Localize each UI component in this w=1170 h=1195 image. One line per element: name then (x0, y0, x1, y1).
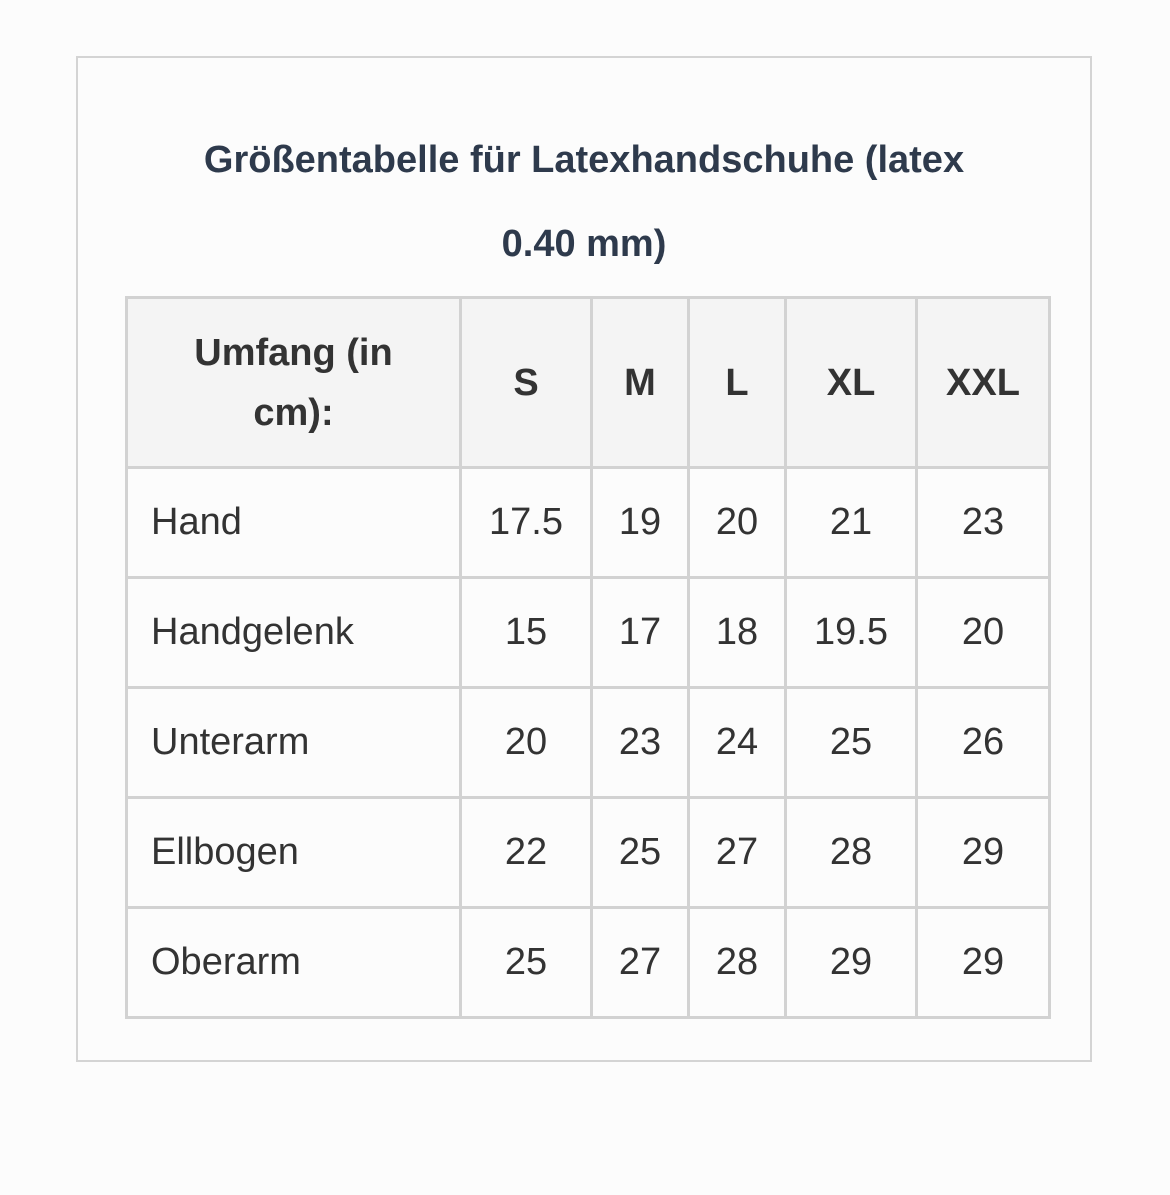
table-header-row (127, 298, 1050, 468)
row-label-ellbogen: Ellbogen (127, 798, 461, 908)
table-cell: 24 (689, 688, 786, 798)
header-umfang-line-2: cm): (253, 391, 334, 434)
table-row (127, 688, 1050, 798)
table-row (127, 908, 1050, 1018)
row-label-handgelenk: Handgelenk (127, 578, 461, 688)
table-cell: 20 (461, 688, 592, 798)
header-size-s: S (461, 298, 592, 468)
header-size-m: M (592, 298, 689, 468)
header-umfang (127, 298, 461, 468)
table-cell: 29 (917, 908, 1050, 1018)
table-cell: 27 (592, 908, 689, 1018)
table-cell: 29 (917, 798, 1050, 908)
row-label-oberarm: Oberarm (127, 908, 461, 1018)
table-cell: 22 (461, 798, 592, 908)
table-cell: 19 (592, 468, 689, 578)
table-cell: 15 (461, 578, 592, 688)
size-chart-title (78, 118, 1090, 286)
table-cell: 23 (917, 468, 1050, 578)
header-umfang-line-1: Umfang (in (194, 331, 393, 374)
table-row (127, 578, 1050, 688)
table-cell: 25 (592, 798, 689, 908)
table-cell: 20 (689, 468, 786, 578)
header-size-xxl: XXL (917, 298, 1050, 468)
table-cell: 25 (461, 908, 592, 1018)
table-cell: 25 (786, 688, 917, 798)
table-cell: 20 (917, 578, 1050, 688)
table-cell: 18 (689, 578, 786, 688)
title-line-2: 0.40 mm) (501, 223, 667, 265)
row-label-hand: Hand (127, 468, 461, 578)
size-chart-card (76, 56, 1092, 1062)
header-size-xl: XL (786, 298, 917, 468)
table-cell: 29 (786, 908, 917, 1018)
table-cell: 28 (689, 908, 786, 1018)
header-size-l: L (689, 298, 786, 468)
row-label-unterarm: Unterarm (127, 688, 461, 798)
table-cell: 28 (786, 798, 917, 908)
table-cell: 27 (689, 798, 786, 908)
table-row (127, 798, 1050, 908)
table-cell: 26 (917, 688, 1050, 798)
table-row (127, 468, 1050, 578)
table-cell: 23 (592, 688, 689, 798)
table-cell: 17 (592, 578, 689, 688)
table-cell: 19.5 (786, 578, 917, 688)
table-cell: 21 (786, 468, 917, 578)
size-table (125, 296, 1051, 1019)
title-line-1: Größentabelle für Latexhandschuhe (latex (203, 139, 965, 181)
table-cell: 17.5 (461, 468, 592, 578)
